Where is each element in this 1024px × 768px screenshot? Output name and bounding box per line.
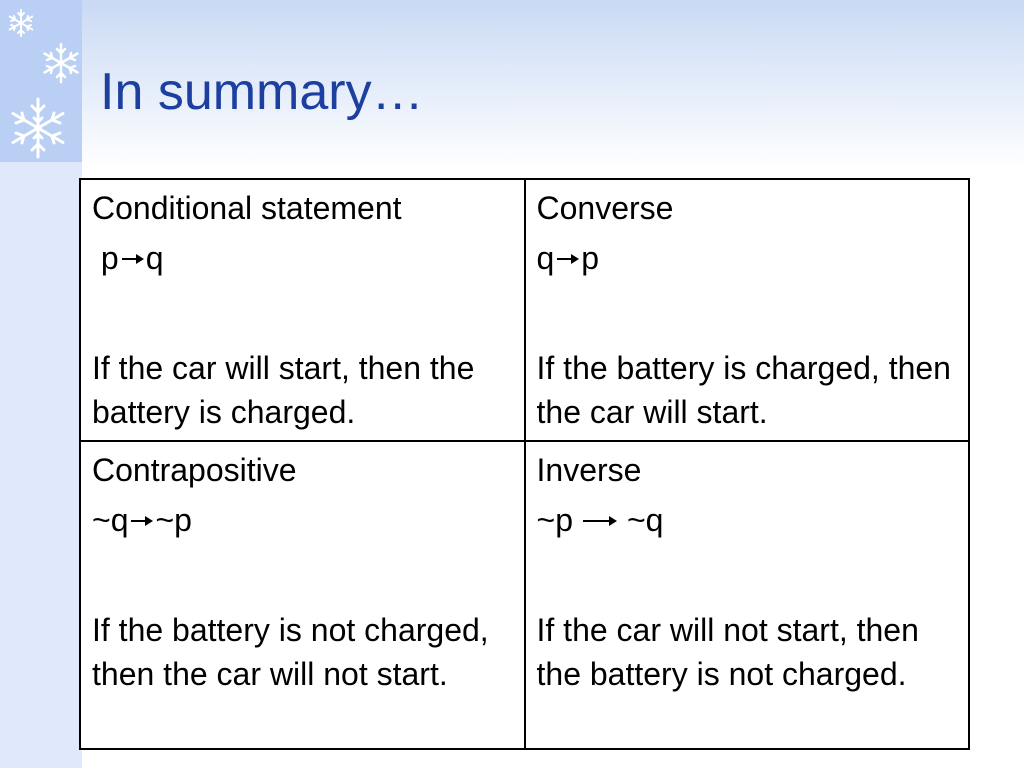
cell-conditional	[80, 179, 525, 441]
symbol-right: p	[581, 240, 600, 276]
snowflake-icon	[6, 8, 36, 38]
symbol-left: ~q	[92, 502, 129, 538]
cell-heading: Inverse	[536, 452, 642, 488]
cell-sentence: If the car will start, then the battery is charged.	[92, 350, 475, 430]
symbol-left: q	[536, 240, 555, 276]
cell-sentence: If the battery is charged, then the car will start.	[536, 350, 951, 430]
cell-inverse	[525, 441, 970, 749]
symbol-right: q	[145, 240, 164, 276]
symbol-right: ~q	[626, 502, 664, 538]
symbol-left: p	[100, 240, 119, 276]
table-row	[80, 441, 969, 749]
cell-converse	[525, 179, 970, 441]
arrow-right-icon	[131, 516, 153, 526]
summary-table	[79, 178, 970, 750]
cell-symbol	[537, 238, 959, 288]
cell-heading: Conditional statement	[92, 190, 402, 226]
snowflake-icon	[40, 42, 82, 84]
symbol-left: ~p	[536, 502, 573, 538]
symbol-right: ~p	[155, 502, 192, 538]
page-title: In summary…	[100, 63, 424, 121]
snowflake-icon	[6, 96, 70, 160]
arrow-right-icon	[557, 254, 579, 264]
arrow-right-icon	[583, 516, 617, 526]
cell-sentence: If the battery is not charged, then the car will not start.	[92, 612, 489, 692]
cell-symbol	[92, 500, 514, 550]
cell-heading: Converse	[536, 190, 674, 226]
table-row	[80, 179, 969, 441]
cell-symbol	[537, 500, 959, 550]
cell-sentence: If the car will not start, then the battery is not charged.	[536, 612, 919, 692]
cell-symbol	[92, 238, 514, 288]
arrow-right-icon	[122, 254, 144, 264]
cell-contrapositive	[80, 441, 525, 749]
cell-heading: Contrapositive	[92, 452, 297, 488]
